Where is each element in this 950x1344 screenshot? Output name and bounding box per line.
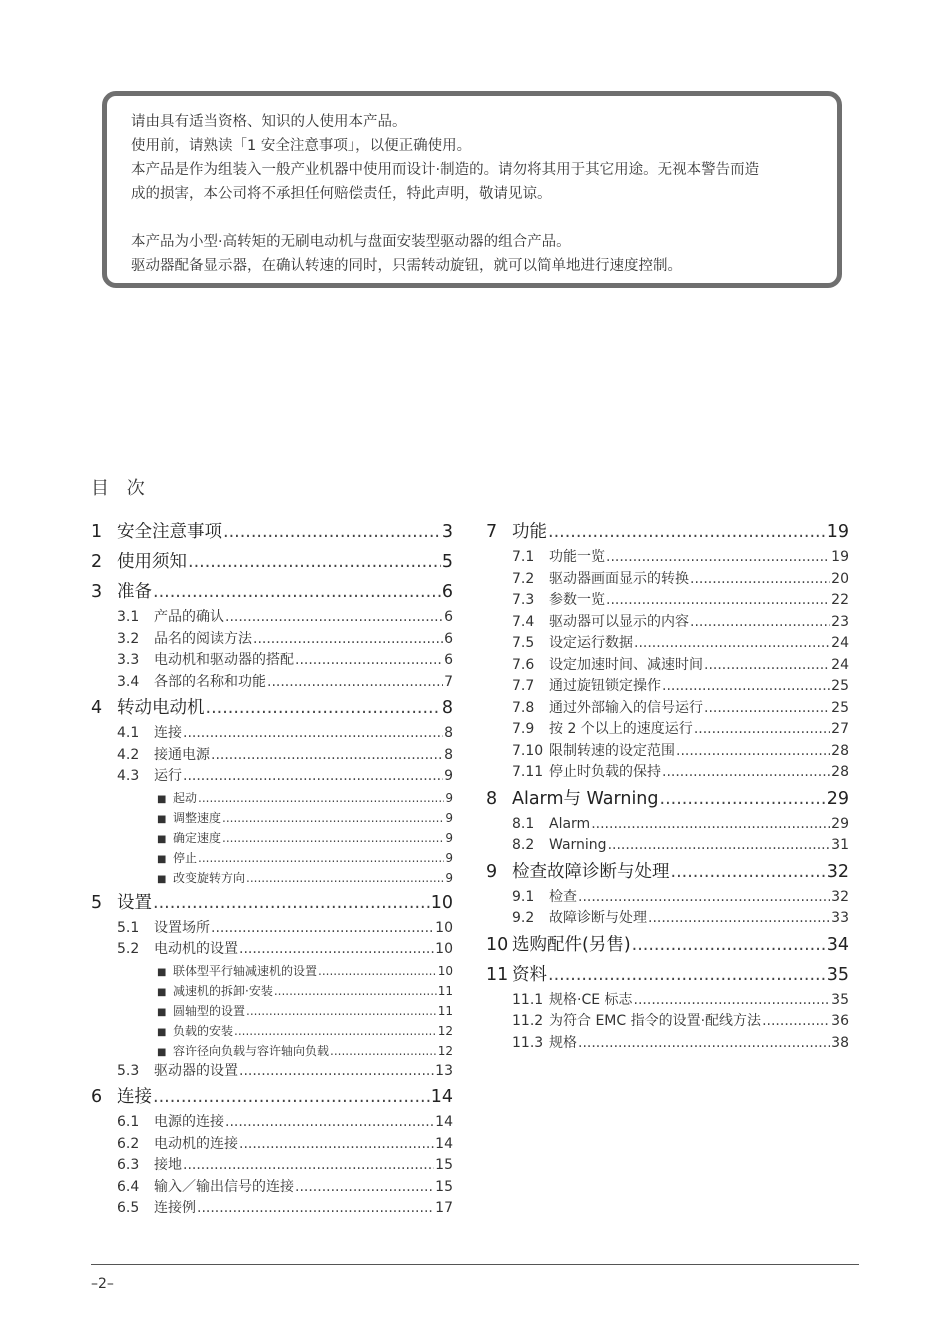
toc-leader-dots: [318, 961, 437, 981]
toc-entry[interactable]: [91, 1021, 453, 1041]
toc-entry-page: 12: [437, 1023, 453, 1038]
toc-entry-number: ■: [157, 833, 167, 845]
notice-spacer: [131, 206, 837, 230]
toc-entry-page: 35: [826, 964, 849, 985]
toc-entry-page: 23: [831, 613, 849, 630]
toc-entry-page: 11: [437, 983, 453, 998]
toc-entry-number: 11.2: [512, 1013, 544, 1029]
toc-leader-dots: [234, 1021, 437, 1041]
toc-entry-label: 限制转速的设定范围: [549, 742, 675, 759]
toc-leader-dots: [648, 908, 830, 930]
toc-entry-number: 11.1: [512, 991, 544, 1008]
toc-leader-dots: [694, 719, 830, 741]
toc-entry-label: Warning: [549, 837, 607, 853]
toc-leader-dots: [762, 1011, 830, 1033]
toc-title: 目 次: [91, 478, 151, 499]
toc-entry-page: 22: [831, 592, 849, 608]
toc-entry-page: 9: [445, 850, 453, 865]
toc-entry[interactable]: [91, 939, 453, 961]
toc-leader-dots: [197, 1198, 434, 1220]
toc-entry[interactable]: [486, 1033, 849, 1055]
toc-leader-dots: [211, 745, 443, 767]
toc-entry-page: 6: [441, 582, 453, 602]
toc-entry-number: 6.2: [117, 1135, 140, 1152]
toc-leader-dots: [662, 676, 830, 698]
toc-entry[interactable]: [486, 762, 849, 784]
toc-entry-page: 9: [444, 768, 453, 784]
toc-entry-number: ■: [157, 853, 167, 865]
toc-entry[interactable]: [486, 741, 849, 763]
toc-entry[interactable]: [91, 1112, 453, 1134]
toc-entry-page: 11: [437, 1003, 453, 1018]
toc-entry[interactable]: [91, 961, 453, 981]
toc-leader-dots: [330, 1041, 437, 1061]
toc-entry-label: 功能: [512, 522, 547, 542]
toc-entry-page: 8: [444, 746, 453, 763]
toc-entry-page: 25: [831, 678, 849, 694]
toc-leader-dots: [676, 741, 830, 763]
toc-entry-label: 规格·CE 标志: [549, 991, 633, 1008]
toc-leader-dots: [671, 857, 826, 887]
toc-leader-dots: [183, 766, 443, 788]
toc-entry-number: 9.2: [512, 910, 535, 926]
toc-leader-dots: [188, 547, 441, 577]
toc-entry-label: 运行: [154, 768, 182, 784]
toc-entry[interactable]: [91, 828, 453, 848]
toc-entry-label: 驱动器画面显示的转换: [549, 570, 689, 587]
toc-entry-label: 连接例: [154, 1200, 196, 1216]
toc-entry-label: 电动机的连接: [154, 1135, 238, 1152]
toc-leader-dots: [548, 517, 826, 547]
toc-entry-page: 28: [831, 764, 849, 780]
toc-entry-number: 4.1: [117, 725, 140, 741]
toc-entry[interactable]: [486, 676, 849, 698]
toc-entry-number: 7.10: [512, 742, 544, 759]
toc-entry[interactable]: [91, 547, 453, 577]
toc-entry[interactable]: [91, 981, 453, 1001]
toc-leader-dots: [634, 990, 831, 1012]
toc-entry-number: 7.9: [512, 721, 535, 737]
toc-entry-number: ■: [157, 873, 167, 885]
toc-entry[interactable]: [486, 835, 849, 857]
toc-entry-page: 7: [444, 673, 453, 690]
toc-entry-page: 31: [831, 837, 849, 853]
toc-leader-dots: [153, 1082, 430, 1112]
toc-leader-dots: [690, 569, 830, 591]
toc-entry-page: 10: [435, 941, 453, 957]
toc-entry-number: ■: [157, 793, 167, 805]
toc-entry-label: 安全注意事项: [117, 522, 222, 542]
toc-entry[interactable]: [91, 577, 453, 607]
toc-leader-dots: [632, 930, 826, 960]
toc-entry-page: 8: [444, 725, 453, 741]
toc-entry-label: 设置场所: [154, 919, 210, 936]
notice-line: 请由具有适当资格、知识的人使用本产品。: [131, 114, 407, 130]
toc-entry-page: 6: [444, 609, 453, 625]
toc-entry[interactable]: [91, 1082, 453, 1112]
toc-entry-label: 容许径向负载与容许轴向负载: [173, 1043, 330, 1058]
toc-entry-page: 38: [831, 1034, 849, 1051]
toc-entry[interactable]: [486, 612, 849, 634]
toc-entry-number: 7.5: [512, 635, 535, 651]
toc-entry-page: 29: [826, 788, 849, 809]
toc-entry-label: 连接: [117, 1087, 152, 1107]
toc-leader-dots: [222, 808, 444, 828]
toc-entry-page: 13: [435, 1062, 453, 1079]
toc-entry-label: Alarm与 Warning: [512, 788, 659, 809]
toc-entry[interactable]: [486, 655, 849, 677]
toc-entry[interactable]: [486, 590, 849, 612]
toc-entry-number: 5.2: [117, 941, 140, 957]
toc-entry-label: 电动机的设置: [154, 941, 238, 957]
toc-leader-dots: [634, 633, 830, 655]
toc-entry-number: 4.2: [117, 746, 140, 763]
toc-entry[interactable]: [91, 517, 453, 547]
toc-entry[interactable]: [91, 868, 453, 888]
toc-leader-dots: [690, 612, 830, 634]
toc-entry-number: 10: [486, 934, 509, 955]
toc-entry-label: 设置: [117, 892, 152, 913]
toc-leader-dots: [225, 607, 443, 629]
toc-entry-page: 10: [430, 892, 453, 913]
toc-leader-dots: [606, 547, 830, 569]
toc-entry-page: 20: [831, 570, 849, 587]
toc-entry-label: 选购配件(另售): [512, 934, 631, 955]
toc-entry-label: 设定加速时间、减速时间: [549, 656, 703, 673]
toc-entry[interactable]: [486, 857, 849, 887]
toc-entry-number: ■: [157, 1026, 167, 1038]
toc-leader-dots: [183, 723, 443, 745]
toc-entry-page: 8: [441, 698, 453, 718]
toc-entry-label: 规格: [549, 1034, 577, 1051]
toc-entry-number: 7.2: [512, 570, 535, 587]
toc-entry-number: 7.7: [512, 678, 535, 694]
toc-entry[interactable]: [91, 788, 453, 808]
toc-entry-page: 28: [831, 742, 849, 759]
toc-leader-dots: [239, 1061, 434, 1083]
toc-entry-page: 17: [435, 1200, 453, 1216]
toc-entry-number: 3.2: [117, 630, 140, 647]
toc-leader-dots: [183, 1155, 434, 1177]
toc-entry-number: 8.1: [512, 815, 535, 832]
toc-entry[interactable]: [91, 1001, 453, 1021]
toc-entry[interactable]: [91, 808, 453, 828]
toc-entry-label: 输入／输出信号的连接: [154, 1178, 294, 1195]
toc-entry-number: 6.5: [117, 1200, 140, 1216]
toc-entry[interactable]: [91, 918, 453, 940]
toc-entry-number: 7.1: [512, 549, 535, 565]
toc-entry-number: 5: [91, 892, 103, 913]
toc-entry[interactable]: [486, 698, 849, 720]
toc-entry[interactable]: [486, 960, 849, 990]
toc-entry-number: 7.8: [512, 699, 535, 716]
toc-entry-label: 确定速度: [173, 830, 222, 845]
toc-entry[interactable]: [91, 629, 453, 651]
toc-entry[interactable]: [486, 887, 849, 909]
toc-entry-number: 8: [486, 788, 498, 809]
toc-entry-number: 4.3: [117, 768, 140, 784]
toc-entry-number: 7: [486, 522, 498, 542]
toc-entry-number: 7.6: [512, 656, 535, 673]
toc-entry-page: 5: [441, 552, 453, 572]
notice-line: 成的损害，本公司将不承担任何赔偿责任，特此声明，敬请见谅。: [131, 186, 552, 202]
notice-line: 使用前，请熟读「1 安全注意事项」，以便正确使用。: [131, 138, 472, 154]
toc-entry-label: 资料: [512, 964, 547, 985]
toc-entry-page: 10: [435, 919, 453, 936]
toc-entry-page: 3: [441, 522, 453, 542]
toc-entry-label: 按 2 个以上的速度运行: [549, 721, 693, 737]
toc-leader-dots: [211, 918, 434, 940]
toc-leader-dots: [295, 650, 443, 672]
toc-entry[interactable]: [91, 848, 453, 868]
toc-leader-dots: [246, 1001, 437, 1021]
toc-entry-label: 功能一览: [549, 549, 605, 565]
toc-entry-page: 14: [430, 1087, 453, 1107]
toc-entry-label: 负载的安装: [173, 1023, 234, 1038]
notice-line: 本产品为小型·高转矩的无刷电动机与盘面安装型驱动器的组合产品。: [131, 234, 571, 250]
toc-entry-page: 29: [831, 815, 849, 832]
toc-entry[interactable]: [486, 719, 849, 741]
toc-entry-label: 改变旋转方向: [173, 870, 246, 885]
toc-entry-number: 11: [486, 964, 509, 985]
toc-entry-number: 2: [91, 552, 103, 572]
toc-entry-label: 停止时负载的保持: [549, 764, 661, 780]
toc-entry-label: 电源的连接: [154, 1114, 224, 1130]
toc-entry-number: ■: [157, 966, 167, 978]
toc-entry-number: 7.3: [512, 592, 535, 608]
toc-entry-number: ■: [157, 986, 167, 998]
toc-entry-page: 15: [435, 1178, 453, 1195]
toc-entry[interactable]: [91, 745, 453, 767]
toc-entry[interactable]: [91, 723, 453, 745]
toc-entry[interactable]: [91, 672, 453, 694]
toc-entry-number: 9.1: [512, 888, 535, 905]
toc-leader-dots: [578, 887, 830, 909]
toc-leader-dots: [660, 784, 826, 814]
toc-entry-label: 电动机和驱动器的搭配: [154, 652, 294, 668]
toc-entry[interactable]: [91, 766, 453, 788]
toc-entry-number: 3: [91, 582, 103, 602]
toc-entry-number: 4: [91, 698, 103, 718]
toc-entry-label: 联体型平行轴减速机的设置: [173, 963, 318, 978]
toc-entry-label: 接通电源: [154, 746, 210, 763]
footer-divider: [91, 1264, 859, 1265]
toc-leader-dots: [295, 1177, 434, 1199]
toc-entry-label: 品名的阅读方法: [154, 630, 252, 647]
toc-leader-dots: [662, 762, 830, 784]
toc-entry-number: ■: [157, 813, 167, 825]
toc-entry-page: 25: [831, 699, 849, 716]
toc-entry[interactable]: [91, 650, 453, 672]
toc-entry[interactable]: [486, 547, 849, 569]
toc-entry-page: 6: [444, 630, 453, 647]
toc-leader-dots: [153, 888, 430, 918]
toc-entry-page: 24: [831, 635, 849, 651]
toc-leader-dots: [239, 1134, 434, 1156]
toc-entry-page: 34: [826, 934, 849, 955]
notice-box: [102, 91, 842, 288]
toc-left-column: [91, 517, 453, 1220]
toc-entry[interactable]: [486, 569, 849, 591]
toc-entry[interactable]: [486, 1011, 849, 1033]
toc-entry-label: 故障诊断与处理: [549, 910, 647, 926]
toc-entry-number: 9: [486, 861, 498, 882]
toc-entry[interactable]: [486, 784, 849, 814]
toc-entry-number: 1: [91, 522, 103, 542]
toc-leader-dots: [246, 868, 444, 888]
toc-entry-page: 24: [831, 656, 849, 673]
toc-entry-label: 停止: [173, 850, 198, 865]
toc-entry-number: 6.1: [117, 1114, 140, 1130]
toc-entry-page: 36: [831, 1013, 849, 1029]
toc-entry-page: 9: [445, 870, 453, 885]
toc-entry-label: 接地: [154, 1157, 182, 1173]
toc-entry-page: 19: [831, 549, 849, 565]
toc-entry-label: Alarm: [549, 815, 591, 832]
toc-entry-page: 33: [831, 910, 849, 926]
toc-entry-number: 11.3: [512, 1034, 544, 1051]
toc-entry-number: 3.4: [117, 673, 140, 690]
toc-entry[interactable]: [91, 693, 453, 723]
toc-entry[interactable]: [486, 908, 849, 930]
toc-entry-number: ■: [157, 1006, 167, 1018]
toc-leader-dots: [606, 590, 830, 612]
toc-entry-label: 通过外部输入的信号运行: [549, 699, 703, 716]
toc-leader-dots: [225, 1112, 434, 1134]
toc-entry[interactable]: [91, 1177, 453, 1199]
toc-entry-label: 设定运行数据: [549, 635, 633, 651]
toc-leader-dots: [578, 1033, 830, 1055]
toc-entry-label: 检查: [549, 888, 577, 905]
toc-leader-dots: [548, 960, 826, 990]
toc-entry[interactable]: [91, 888, 453, 918]
toc-entry-label: 使用须知: [117, 552, 187, 572]
toc-leader-dots: [239, 939, 434, 961]
toc-leader-dots: [198, 848, 444, 868]
toc-entry-page: 9: [445, 830, 453, 845]
toc-right-column: [486, 517, 849, 1054]
toc-entry[interactable]: [486, 517, 849, 547]
toc-leader-dots: [253, 629, 443, 651]
toc-entry-number: 7.4: [512, 613, 535, 630]
toc-entry-page: 14: [435, 1114, 453, 1130]
toc-entry[interactable]: [486, 990, 849, 1012]
toc-entry-label: 驱动器可以显示的内容: [549, 613, 689, 630]
toc-leader-dots: [704, 698, 830, 720]
toc-entry-number: 5.3: [117, 1062, 140, 1079]
toc-leader-dots: [222, 828, 444, 848]
toc-entry-number: ■: [157, 1046, 167, 1058]
toc-entry-label: 起动: [173, 790, 198, 805]
toc-entry-page: 9: [445, 790, 453, 805]
toc-leader-dots: [223, 517, 441, 547]
notice-line: 本产品是作为组装入一般产业机器中使用而设计·制造的。请勿将其用于其它用途。无视本警告而造: [131, 162, 760, 178]
toc-entry-number: 3.1: [117, 609, 140, 625]
toc-entry[interactable]: [486, 814, 849, 836]
toc-entry[interactable]: [91, 1134, 453, 1156]
toc-leader-dots: [267, 672, 443, 694]
toc-entry-label: 准备: [117, 582, 152, 602]
toc-entry-page: 27: [831, 721, 849, 737]
toc-leader-dots: [591, 814, 830, 836]
toc-entry[interactable]: [486, 633, 849, 655]
toc-entry-number: 5.1: [117, 919, 140, 936]
notice-line: 驱动器配备显示器，在确认转速的同时，只需转动旋钮，就可以简单地进行速度控制。: [131, 258, 682, 274]
toc-leader-dots: [206, 693, 441, 723]
toc-entry-label: 各部的名称和功能: [154, 673, 266, 690]
toc-leader-dots: [608, 835, 831, 857]
toc-entry[interactable]: [91, 1198, 453, 1220]
toc-entry-label: 转动电动机: [117, 698, 205, 718]
toc-leader-dots: [274, 981, 437, 1001]
toc-entry[interactable]: [91, 1061, 453, 1083]
toc-leader-dots: [153, 577, 441, 607]
toc-entry-page: 15: [435, 1157, 453, 1173]
toc-entry[interactable]: [91, 607, 453, 629]
toc-entry[interactable]: [91, 1041, 453, 1061]
toc-entry-number: 6.4: [117, 1178, 140, 1195]
toc-entry-label: 减速机的拆卸·安装: [173, 983, 273, 998]
toc-entry-page: 19: [826, 522, 849, 542]
toc-entry-number: 3.3: [117, 652, 140, 668]
toc-entry-page: 35: [831, 991, 849, 1008]
toc-entry-label: 产品的确认: [154, 609, 224, 625]
toc-entry-label: 为符合 EMC 指令的设置·配线方法: [549, 1013, 762, 1029]
toc-entry-number: 7.11: [512, 764, 544, 780]
toc-entry-label: 圆轴型的设置: [173, 1003, 246, 1018]
toc-entry[interactable]: [486, 930, 849, 960]
page-number: –2–: [91, 1276, 114, 1292]
toc-entry-label: 调整速度: [173, 810, 222, 825]
toc-entry-page: 6: [444, 652, 453, 668]
toc-entry-page: 32: [831, 888, 849, 905]
toc-entry-page: 12: [437, 1043, 453, 1058]
toc-entry-label: 驱动器的设置: [154, 1062, 238, 1079]
toc-entry-number: 8.2: [512, 837, 535, 853]
toc-leader-dots: [198, 788, 444, 808]
toc-entry-label: 参数一览: [549, 592, 605, 608]
toc-entry-label: 连接: [154, 725, 182, 741]
toc-entry-label: 检查故障诊断与处理: [512, 861, 670, 882]
toc-leader-dots: [704, 655, 830, 677]
toc-entry-number: 6.3: [117, 1157, 140, 1173]
toc-entry-page: 10: [437, 963, 453, 978]
toc-entry-page: 14: [435, 1135, 453, 1152]
toc-entry-number: 6: [91, 1087, 103, 1107]
toc-entry-page: 32: [826, 861, 849, 882]
toc-entry-label: 通过旋钮锁定操作: [549, 678, 661, 694]
toc-entry-page: 9: [445, 810, 453, 825]
toc-entry[interactable]: [91, 1155, 453, 1177]
